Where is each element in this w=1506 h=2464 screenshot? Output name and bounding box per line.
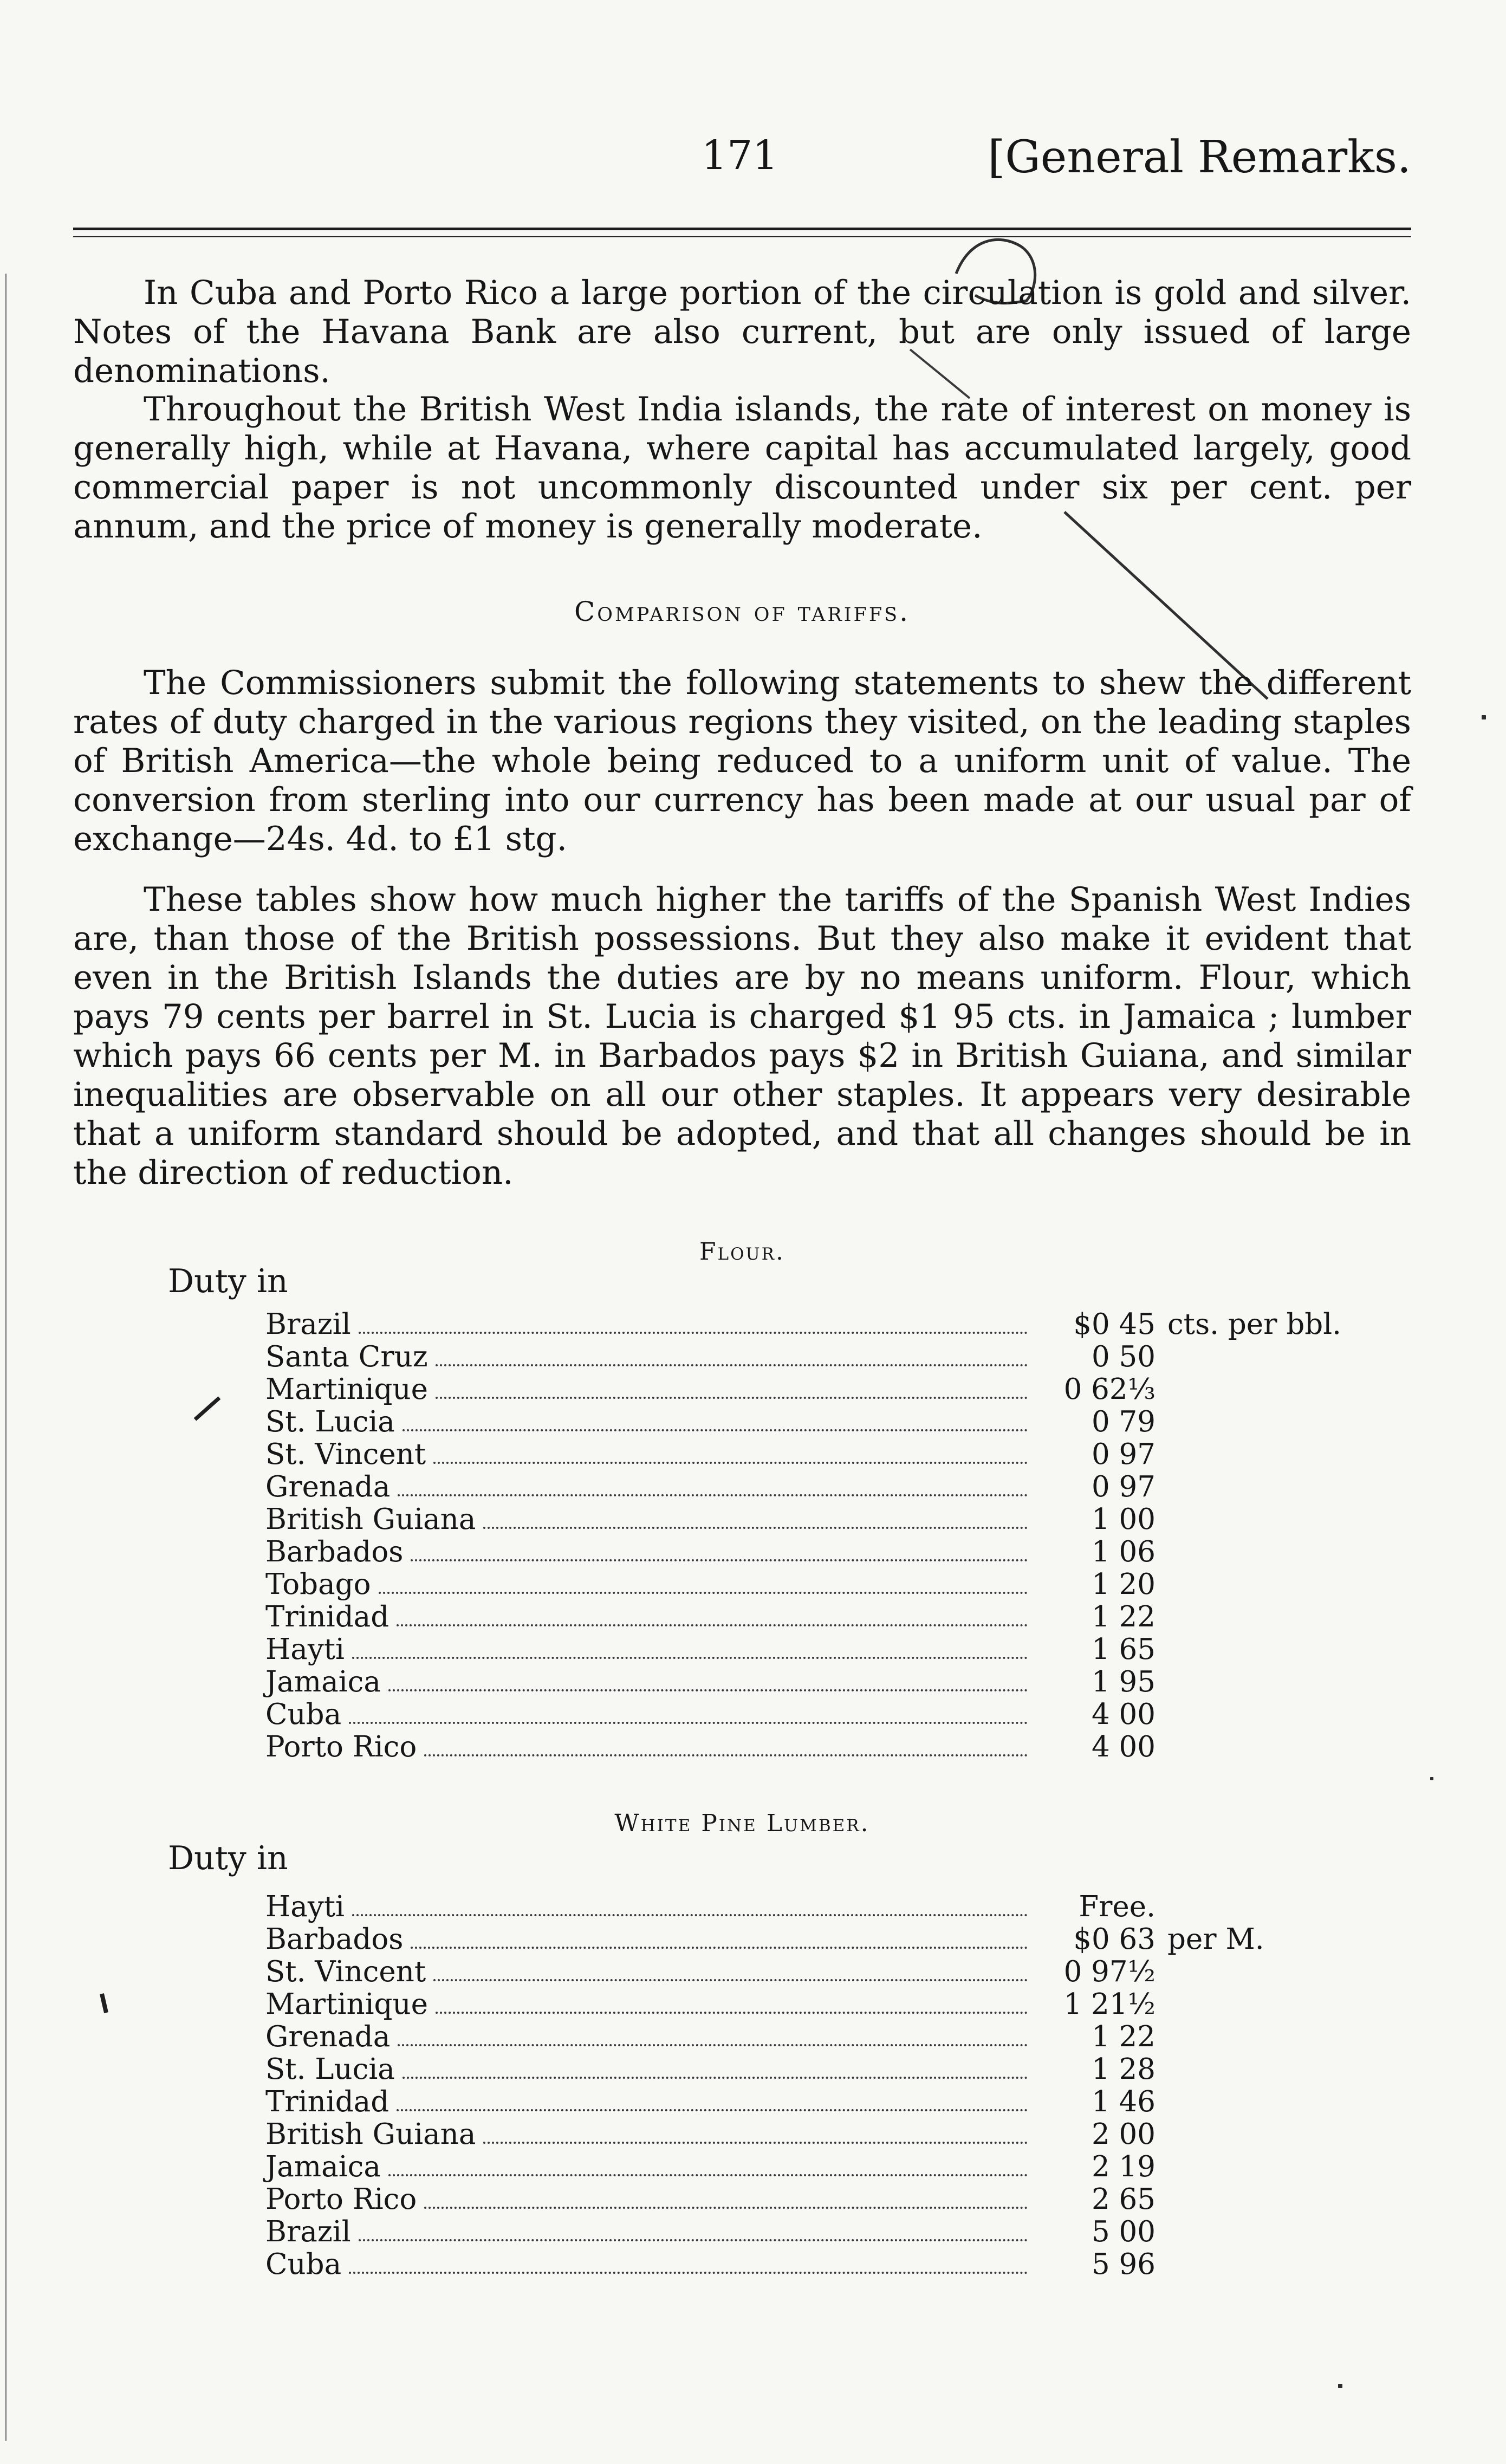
place-name: Porto Rico xyxy=(265,1730,417,1763)
table-row xyxy=(265,1923,1322,1956)
duty-amount: 4 00 xyxy=(1091,1698,1156,1731)
place-name: Brazil xyxy=(265,1308,351,1341)
dot-leader xyxy=(483,1527,1028,1529)
table-row xyxy=(265,1373,1322,1406)
table-row xyxy=(265,2053,1322,2086)
duty-amount: 2 65 xyxy=(1091,2183,1156,2216)
duty-amount: 0 50 xyxy=(1091,1340,1156,1373)
left-margin-pencil-line xyxy=(5,274,7,2441)
place-name: Grenada xyxy=(265,2020,391,2053)
table-row xyxy=(265,1698,1322,1731)
dot-leader xyxy=(349,2272,1028,2274)
place-name: Porto Rico xyxy=(265,2183,417,2216)
duty-amount: 1 46 xyxy=(1091,2085,1156,2118)
duty-amount: 1 22 xyxy=(1091,1600,1156,1633)
dot-leader xyxy=(388,2174,1028,2176)
table-row xyxy=(265,1731,1322,1763)
table-title-white-pine-lumber: White Pine Lumber. xyxy=(614,1810,870,1837)
table-row xyxy=(265,1308,1342,1341)
dot-leader xyxy=(436,2012,1028,2014)
dot-leader xyxy=(349,1722,1028,1724)
dot-leader xyxy=(352,1657,1028,1659)
dot-leader xyxy=(397,1624,1028,1626)
table-row xyxy=(265,1633,1322,1666)
duty-amount: 1 95 xyxy=(1091,1665,1156,1698)
paragraph-currency: In Cuba and Porto Rico a large portion of the circulation is gold and silver. Notes of the Havana Bank are also current, but are only issued of large denominations. xyxy=(73,274,1411,390)
dot-leader xyxy=(359,1332,1028,1334)
dot-leader xyxy=(359,2239,1028,2241)
duty-amount: 0 97½ xyxy=(1063,1955,1156,1988)
margin-speck xyxy=(1482,715,1486,719)
dot-leader xyxy=(403,2077,1028,2079)
duty-unit: cts. per bbl. xyxy=(1167,1308,1342,1341)
table-row xyxy=(265,2118,1322,2151)
page-header xyxy=(73,132,1411,200)
place-name: British Guiana xyxy=(265,2118,476,2151)
table-row xyxy=(265,1406,1322,1438)
lumber-duty-label: Duty in xyxy=(168,1839,288,1877)
paragraph-commissioners-statement: The Commissioners submit the following statements to shew the different rates of duty charged in the various regions they visited, on the leading staples of British America—the whole being reduced to a uniform unit of value. The conversion from sterling into our currency has been made at our usual par of exchange—24s. 4d. to £1 stg. xyxy=(73,664,1411,858)
table-row xyxy=(265,1601,1322,1633)
dot-leader xyxy=(379,1592,1028,1594)
table-row xyxy=(265,1666,1322,1698)
table-row xyxy=(265,1341,1322,1373)
duty-amount: 1 28 xyxy=(1091,2053,1156,2086)
place-name: Brazil xyxy=(265,2215,351,2248)
table-row xyxy=(265,1536,1322,1568)
duty-amount: 2 19 xyxy=(1091,2150,1156,2183)
table-row xyxy=(265,1891,1322,1923)
paragraph-interest: Throughout the British West India islands, the rate of interest on money is generally high, while at Havana, where capital has accumulated largely, good commercial paper is not uncommonly discounted under six per cent. per annum, and the price of money is generally moderate. xyxy=(73,390,1411,546)
place-name: St. Lucia xyxy=(265,1405,395,1438)
duty-amount: 0 62⅓ xyxy=(1063,1373,1156,1406)
dot-leader xyxy=(388,1689,1028,1691)
duty-amount: 0 97 xyxy=(1091,1470,1156,1503)
place-name: Martinique xyxy=(265,1373,428,1406)
duty-amount: 1 22 xyxy=(1091,2020,1156,2053)
dot-leader xyxy=(398,1494,1028,1496)
duty-amount: 0 79 xyxy=(1091,1405,1156,1438)
dot-leader xyxy=(436,1364,1028,1366)
table-row xyxy=(265,2216,1322,2248)
place-name: St. Vincent xyxy=(265,1438,426,1471)
place-name: Cuba xyxy=(265,1698,342,1731)
place-name: Grenada xyxy=(265,1470,391,1503)
table-row xyxy=(265,1471,1322,1503)
dot-leader xyxy=(424,1754,1028,1756)
place-name: Barbados xyxy=(265,1923,404,1956)
place-name: Hayti xyxy=(265,1890,345,1923)
place-name: Jamaica xyxy=(265,2150,381,2183)
table-row xyxy=(265,1956,1322,1988)
place-name: Cuba xyxy=(265,2248,342,2281)
duty-amount: 2 00 xyxy=(1091,2118,1156,2151)
place-name: Tobago xyxy=(265,1568,371,1601)
place-name: Trinidad xyxy=(265,1600,390,1633)
duty-amount: $0 45 xyxy=(1073,1308,1156,1341)
duty-amount: 4 00 xyxy=(1091,1730,1156,1763)
margin-speck xyxy=(1430,1777,1433,1780)
section-title-comparison-of-tariffs: Comparison of tariffs. xyxy=(574,596,910,627)
dot-leader xyxy=(483,2142,1028,2144)
duty-amount: 1 20 xyxy=(1091,1568,1156,1601)
dot-leader xyxy=(352,1914,1028,1916)
running-head: [General Remarks. xyxy=(988,132,1411,183)
table-row xyxy=(265,2021,1322,2053)
duty-amount: Free. xyxy=(1079,1890,1156,1923)
dot-leader xyxy=(403,1429,1028,1431)
place-name: British Guiana xyxy=(265,1503,476,1536)
dot-leader xyxy=(411,1559,1028,1561)
duty-amount: 5 96 xyxy=(1091,2248,1156,2281)
paragraph-tariff-observations: These tables show how much higher the tariffs of the Spanish West Indies are, than those of the British possessions. But they also make it evident that even in the British Islands the duties are by no means uniform. Flour, which pays 79 cents per barrel in St. Lucia is charged $1 95 cts. in Jamaica ; lumber which pays 66 cents per M. in Barbados pays $2 in British Guiana, and similar inequalities are observable on all our other staples. It appears very desirable that a uniform standard should be adopted, and that all changes should be in the direction of reduction. xyxy=(73,880,1411,1192)
place-name: Santa Cruz xyxy=(265,1340,428,1373)
duty-amount: 1 65 xyxy=(1091,1633,1156,1666)
place-name: Hayti xyxy=(265,1633,345,1666)
table-row xyxy=(265,1568,1322,1601)
table-row xyxy=(265,2086,1322,2118)
place-name: Trinidad xyxy=(265,2085,390,2118)
header-rule-bottom xyxy=(73,236,1411,237)
dot-leader xyxy=(424,2207,1028,2209)
place-name: Barbados xyxy=(265,1535,404,1568)
duty-amount: 5 00 xyxy=(1091,2215,1156,2248)
header-rule-top xyxy=(73,228,1411,230)
table-row xyxy=(265,1988,1322,2021)
dot-leader xyxy=(411,1947,1028,1949)
duty-amount: 1 00 xyxy=(1091,1503,1156,1536)
table-row xyxy=(265,2151,1322,2183)
duty-unit: per M. xyxy=(1167,1923,1264,1956)
dot-leader xyxy=(436,1397,1028,1399)
table-row xyxy=(265,1503,1322,1536)
place-name: St. Lucia xyxy=(265,2053,395,2086)
lumber-tariff-table xyxy=(265,1891,1322,2281)
place-name: Jamaica xyxy=(265,1665,381,1698)
dot-leader xyxy=(433,1462,1028,1464)
table-title-flour: Flour. xyxy=(699,1238,785,1266)
table-row xyxy=(265,2248,1322,2281)
margin-speck xyxy=(1338,2384,1342,2388)
duty-amount: 1 06 xyxy=(1091,1535,1156,1568)
place-name: St. Vincent xyxy=(265,1955,426,1988)
duty-amount: 1 21½ xyxy=(1063,1988,1156,2021)
dot-leader xyxy=(398,2044,1028,2046)
dot-leader xyxy=(397,2109,1028,2111)
flour-tariff-table xyxy=(265,1308,1342,1763)
place-name: Martinique xyxy=(265,1988,428,2021)
table-row xyxy=(265,1438,1322,1471)
table-row xyxy=(265,2183,1322,2216)
dot-leader xyxy=(433,1979,1028,1981)
flour-duty-label: Duty in xyxy=(168,1262,288,1300)
duty-amount: 0 97 xyxy=(1091,1438,1156,1471)
duty-amount: $0 63 xyxy=(1073,1923,1156,1956)
page-number: 171 xyxy=(702,132,778,179)
